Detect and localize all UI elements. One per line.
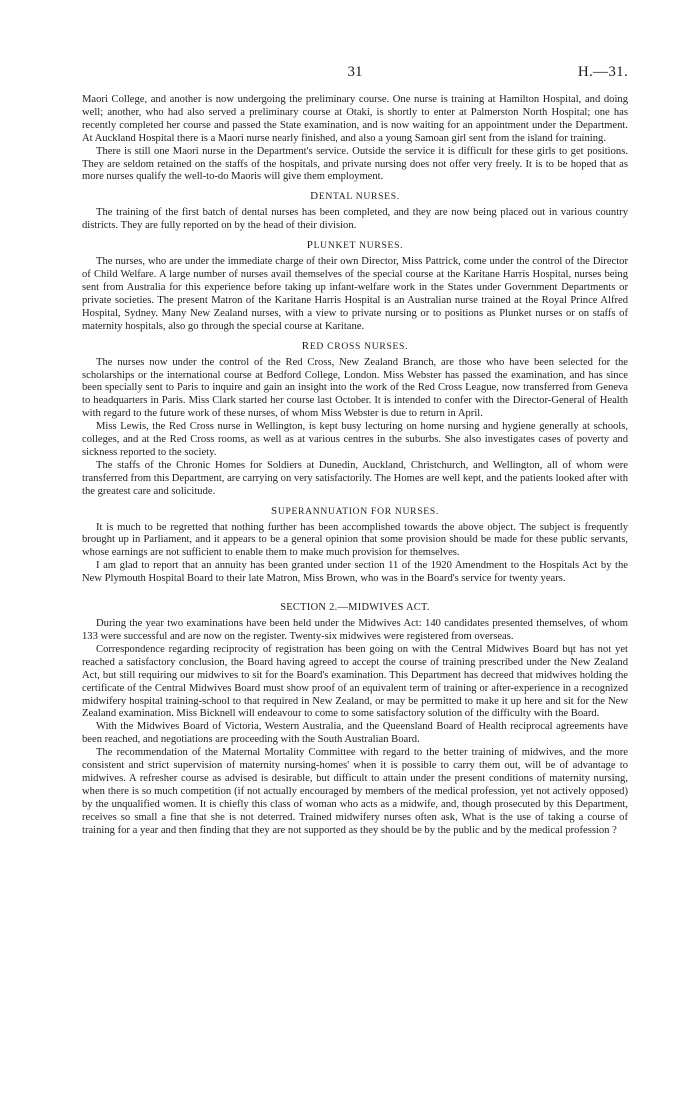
section-heading-midwives-act: SECTION 2.—MIDWIVES ACT. [280,602,430,614]
document-reference: H.—31. [577,64,628,80]
intro-section [82,94,628,184]
paragraph: During the year two examinations have been held under the Midwives Act: 140 candidates presented themselves, of whom 133 were successful and are now on the register. Twenty-six midwives were registered from overseas. [82,618,628,642]
paragraph: It is much to be regretted that nothing further has been accomplished towards the above object. The subject is frequently brought up in Parliament, and it appears to be a general opinion that some provision should be made for these public servants, whose earnings are not sufficient to enable them to make much provision for themselves. [82,521,628,559]
section-heading-red-cross-nurses: RED CROSS NURSES. [301,339,409,352]
red-cross-nurses-section [82,340,628,499]
paragraph: The recommendation of the Maternal Mortality Committee with regard to the better training of midwives, and the more consistent and strict supervision of maternity nursing-homes' when it is possible to carry them out, will be of advantage to midwives. A refresher course as advised is desirable, but difficult to attain under the present conditions of maternity nursing, when there is so much competition (if not actually encouraged by members of the medical profession, yet not actively opposed) by the unqualified women. It is chiefly this class of woman who acts as a midwife, and, though prosecuted by this Department, receives so small a fine that she is not deterred. Trained midwifery nurses often ask, What is the use of taking a course of training for a year and then finding that they are not supported as they should be by the public and by the medical profession ? [82,747,628,836]
paragraph: The nurses, who are under the immediate charge of their own Director, Miss Pattrick, come under the control of the Director of Child Welfare. A large number of nurses avail themselves of the special course at the Karitane Harris Hospital, nurses being sent from Australia for this experience before taking up infant-welfare work in the States under Government Departments or private societies. The present Matron of the Karitane Harris Hospital is an Australian nurse trained at the Royal Prince Alfred Hospital, Sydney. Many New Zealand nurses, with a view to private nursing or to positions as Plunket nurses or on staffs of maternity hospitals, also go through the special course at Karitane. [82,256,628,332]
page-header [82,64,628,94]
paragraph: Maori College, and another is now undergoing the preliminary course. One nurse is training at Hamilton Hospital, and doing well; another, who had also served a preliminary course at Otaki, is shortly to enter at Palmerston North Hospital; one has recently completed her course and passed the State examination, and is now waiting for an appointment under the Department. At Auckland Hospital there is a Maori nurse nearly finished, and also a young Samoan girl sent from the island for training. [82,94,628,144]
section-heading-plunket-nurses: PLUNKET NURSES. [306,239,404,252]
paragraph: There is still one Maori nurse in the Department's service. Outside the service it is difficult for these girls to get positions. They are seldom retained on the staffs of the hospitals, and private nursing does not offer very freely. It is to be hoped that as more nurses qualify the well-to-do Maoris will give them employment. [82,145,628,183]
section-heading-dental-nurses: DENTAL NURSES. [310,190,400,203]
paragraph: With the Midwives Board of Victoria, Western Australia, and the Queensland Board of Health reciprocal agreements have been reached, and negotiations are proceeding with the South Australian Board. [82,721,628,746]
midwives-act-section [82,602,628,837]
page-number: 31 [347,64,363,80]
dental-nurses-section [82,190,628,233]
paragraph: Correspondence regarding reciprocity of registration has been going on with the Central Midwives Board bųt has not yet reached a satisfactory conclusion, the Board having agreed to accept the course of training prescribed under the New Zealand Act, but still requiring our midwives to sit for the Board's examination. This Department has decreed that midwives holding the certificate of the Central Midwives Board must show proof of an equivalent term of training or after-experience in a recognized midwifery hospital training-school to that required in New Zealand, or may be permitted to make it up here and sit for the New Zealand examination. Miss Bicknell will endeavour to come to some satisfactory solution of the difficulty with the Board. [82,643,628,720]
paragraph: Miss Lewis, the Red Cross nurse in Wellington, is kept busy lecturing on home nursing and hygiene generally at schools, colleges, and at the Red Cross rooms, as well as at various centres in the suburbs. She also investigates cases of poverty and sickness reported to the society. [82,421,628,458]
superannuation-section [82,505,628,587]
paragraph: The staffs of the Chronic Homes for Soldiers at Dunedin, Auckland, Christchurch, and Wellington, all of whom were transferred from this Department, are carrying on very satisfactorily. The Homes are well kept, and the patients looked after with the greatest care and solicitude. [82,459,628,497]
paragraph: The training of the first batch of dental nurses has been completed, and they are now being placed out in various country districts. They are fully reported on by the head of their division. [82,207,628,232]
document-page [82,64,628,838]
section-heading-superannuation: SUPERANNUATION FOR NURSES. [271,504,439,517]
plunket-nurses-section [82,239,628,333]
paragraph: The nurses now under the control of the Red Cross, New Zealand Branch, are those who have been selected for the scholarships or the international course at Bedford College, London. Miss Webster has passed the examination, and has since been specially sent to Paris to inquire and gain an insight into the work of the Red Cross League, now transferred from Geneva to headquarters in Paris. Miss Clark started her course last October. It is intended to confer with the Director-General of Health with regard to the future work of these nurses, of whom Miss Webster is due to return in April. [82,356,628,420]
paragraph: I am glad to report that an annuity has been granted under section 11 of the 1920 Amendment to the Hospitals Act by the New Plymouth Hospital Board to their late Matron, Miss Brown, who was in the Board's service for twenty years. [82,560,628,585]
